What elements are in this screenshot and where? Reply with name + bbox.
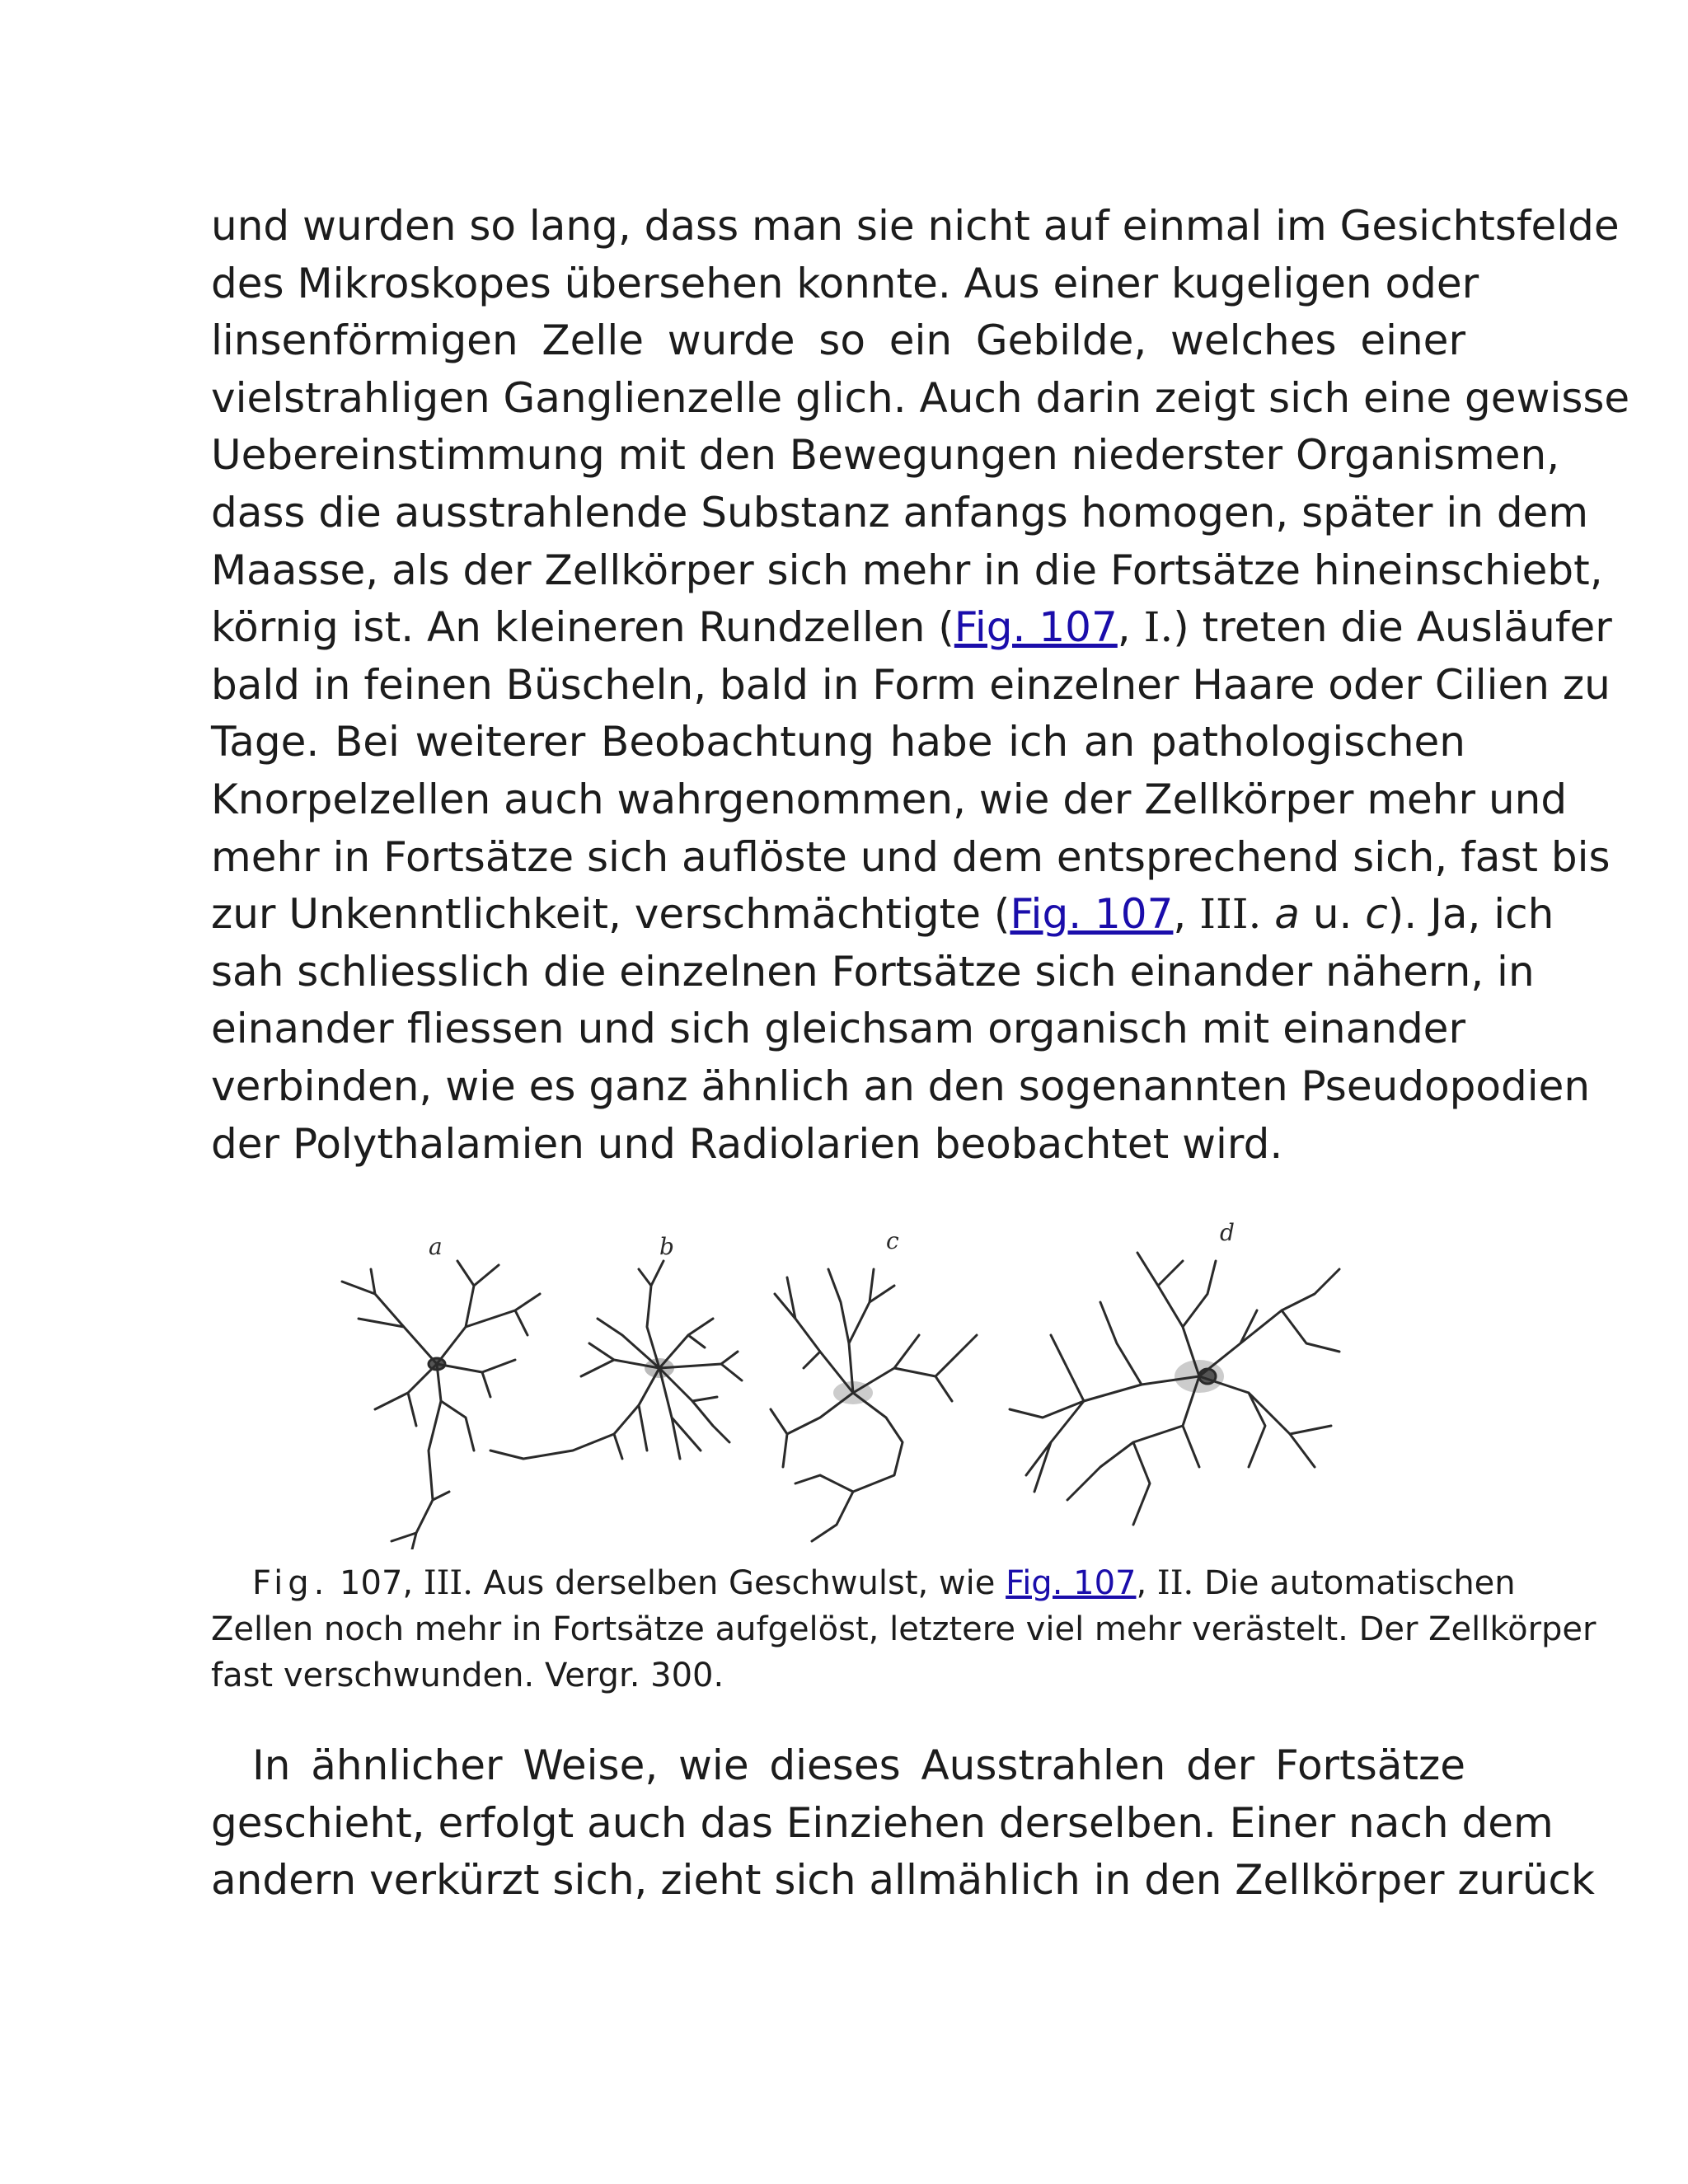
text-line: [211, 599, 1612, 657]
caption-line: fast verschwunden. Vergr. 300.: [211, 1657, 724, 1694]
cell-a: [342, 1233, 540, 1549]
text-run: körnig ist. An kleineren Rundzellen (: [211, 603, 954, 652]
italic-letter: c: [1365, 890, 1388, 939]
figure-label-b: b: [659, 1233, 674, 1260]
text-line: einander fliessen und sich gleichsam organisch mit einander: [211, 1005, 1465, 1053]
text-line: geschieht, erfolgt auch das Einziehen derselben. Einer nach dem: [211, 1798, 1554, 1847]
roman-numeral: II.: [1156, 1564, 1194, 1602]
cell-drawings: [326, 1203, 1356, 1549]
text-line: Knorpelzellen auch wahrgenommen, wie der Zellkörper mehr und: [211, 775, 1568, 823]
text-run: ). Ja, ich: [1387, 890, 1554, 939]
text-run: u.: [1299, 890, 1366, 939]
text-line: mehr in Fortsätze sich auflöste und dem entsprechend sich, fast bis: [211, 832, 1611, 881]
text-line: linsenförmigen Zelle wurde so ein Gebilde, welches einer: [211, 316, 1465, 365]
text-line: verbinden, wie es ganz ähnlich an den sogenannten Pseudopodien: [211, 1062, 1591, 1110]
caption-line: Zellen noch mehr in Fortsätze aufgelöst, letztere viel mehr verästelt. Der Zellkörper: [211, 1610, 1597, 1648]
paragraph-1: [211, 198, 1630, 1173]
text-run: 107,: [329, 1564, 424, 1602]
text-run: ,: [1136, 1564, 1157, 1602]
fig-107-link[interactable]: Fig. 107: [1006, 1564, 1137, 1602]
figure-107-illustration: [326, 1203, 1356, 1549]
text-line: vielstrahligen Ganglienzelle glich. Auch darin zeigt sich eine gewisse: [211, 373, 1630, 422]
roman-numeral: III.: [1199, 890, 1262, 939]
cell-d: [1010, 1219, 1339, 1525]
text-run: ,: [1117, 603, 1144, 652]
text-line: [211, 886, 1554, 944]
text-run: ) treten die Ausläufer: [1173, 603, 1612, 652]
roman-numeral: I.: [1143, 603, 1174, 652]
cell-b: [490, 1233, 742, 1459]
text-line: andern verkürzt sich, zieht sich allmählich in den Zellkörper zurück: [211, 1856, 1595, 1905]
text-line: In ähnlicher Weise, wie dieses Ausstrahlen der Fortsätze: [252, 1741, 1465, 1789]
text-run: Die automatischen: [1193, 1564, 1516, 1602]
caption-line: [211, 1560, 1516, 1606]
text-line: bald in feinen Büscheln, bald in Form einzelner Haare oder Cilien zu: [211, 660, 1611, 709]
paragraph-2: [211, 1737, 1595, 1910]
text-line: und wurden so lang, dass man sie nicht auf einmal im Gesichtsfelde: [211, 202, 1620, 250]
text-line: Tage. Bei weiterer Beobachtung habe ich an pathologischen: [211, 718, 1465, 766]
text-line: sah schliesslich die einzelnen Fortsätze sich einander nähern, in: [211, 947, 1535, 996]
figure-label-d: d: [1220, 1219, 1235, 1246]
text-run: Aus derselben Geschwulst, wie: [472, 1564, 1006, 1602]
text-line: Uebereinstimmung mit den Bewegungen niederster Organismen,: [211, 431, 1560, 480]
text-run: [1261, 890, 1274, 938]
figure-label-c: c: [886, 1227, 899, 1254]
italic-letter: a: [1274, 890, 1300, 939]
text-line: der Polythalamien und Radiolarien beobachtet wird.: [211, 1119, 1283, 1168]
figure-caption: [211, 1560, 1597, 1699]
cell-c: [771, 1227, 977, 1541]
text-run: zur Unkenntlichkeit, verschmächtigte (: [211, 890, 1010, 939]
text-line: Maasse, als der Zellkörper sich mehr in die Fortsätze hineinschiebt,: [211, 546, 1603, 594]
text-line: dass die ausstrahlende Substanz anfangs homogen, später in dem: [211, 488, 1589, 537]
caption-fig-word: Fig.: [252, 1564, 330, 1602]
text-run: ,: [1173, 890, 1200, 939]
fig-107-link[interactable]: Fig. 107: [1010, 890, 1174, 939]
roman-numeral: III.: [423, 1564, 473, 1602]
text-line: des Mikroskopes übersehen konnte. Aus einer kugeligen oder: [211, 259, 1479, 307]
fig-107-link[interactable]: Fig. 107: [954, 603, 1118, 652]
figure-label-a: a: [429, 1233, 443, 1260]
